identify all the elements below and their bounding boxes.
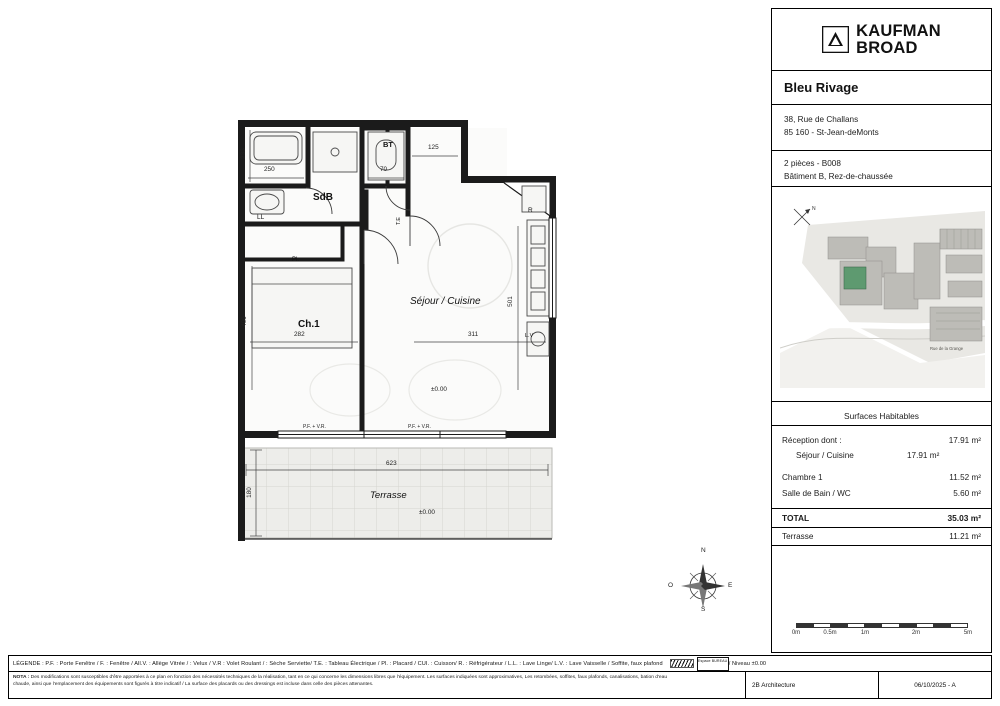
surface-label-reception: Réception dont : bbox=[782, 436, 842, 445]
terrace-value: 11.21 m² bbox=[949, 531, 981, 541]
label-placard: Pl. bbox=[292, 257, 300, 263]
surfaces-total-row bbox=[772, 508, 991, 528]
surface-row-sdb bbox=[782, 486, 981, 501]
info-panel bbox=[771, 8, 992, 653]
legend-line bbox=[9, 656, 991, 672]
brand-logo bbox=[772, 9, 991, 71]
room-label-bt: BT bbox=[383, 140, 393, 149]
surface-value-reception: 17.91 m² bbox=[948, 436, 981, 445]
surface-value-chambre: 11.52 m² bbox=[949, 473, 981, 483]
label-ll: LL bbox=[257, 214, 265, 221]
total-value: 35.03 m² bbox=[947, 512, 981, 523]
dim-ch1-height: 409 bbox=[240, 316, 248, 327]
triangle-logo-icon bbox=[822, 26, 849, 53]
plan-date: 06/10/2025 - A bbox=[878, 671, 991, 699]
dim-hall-width: 125 bbox=[428, 144, 439, 151]
site-map-drawing bbox=[780, 203, 985, 388]
scale-tick-4: 5m bbox=[963, 629, 973, 636]
surface-value-sdb: 5.60 m² bbox=[953, 488, 981, 498]
svg-text:N: N bbox=[812, 206, 816, 212]
dim-terrasse-height: 180 bbox=[245, 487, 253, 498]
surface-row-reception bbox=[782, 433, 981, 448]
dim-sdb-height: 233 bbox=[239, 148, 247, 159]
address-line-1: 38, Rue de Challans bbox=[784, 115, 859, 124]
legend-espace-bureau-box: Espace BUREAU bbox=[697, 657, 729, 671]
label-tableau-electrique: T.E bbox=[395, 217, 402, 225]
total-label: TOTAL bbox=[782, 512, 810, 523]
architect-name: 2B Architecture bbox=[752, 681, 796, 689]
compass-south-label: S bbox=[701, 606, 706, 613]
surfaces-list bbox=[772, 426, 991, 508]
surface-label-sdb: Salle de Bain / WC bbox=[782, 488, 851, 498]
room-label-terrasse: Terrasse bbox=[370, 490, 407, 501]
highlighted-building bbox=[844, 267, 866, 289]
unit-section bbox=[772, 151, 991, 187]
terrace-label: Terrasse bbox=[782, 531, 814, 541]
address-line-2: 85 160 - St-Jean-deMonts bbox=[784, 127, 879, 137]
dim-bt-width: 70 bbox=[380, 166, 388, 173]
label-refrigerateur: R bbox=[528, 207, 533, 214]
surface-row-chambre bbox=[782, 470, 981, 485]
level-terrasse: ±0.00 bbox=[419, 509, 435, 516]
compass-west-label: O bbox=[668, 582, 674, 589]
level-sejour: ±0.00 bbox=[431, 386, 447, 393]
dim-sdb-width: 250 bbox=[264, 166, 275, 173]
nota-label: NOTA : bbox=[13, 675, 30, 680]
address-section bbox=[772, 105, 991, 151]
terrace-row bbox=[772, 528, 991, 546]
floor-plan-drawing bbox=[200, 90, 620, 560]
nota-line-1: Des modifications sont susceptibles d'être apportées à ce plan en fonction des nécessités techniques de la réalisation, tant en ce qui concerne les dimensions libres que l'équipement. Les surfaces indiquées sont approximatives, Les retombées, soffites, faux plafonds, canalisations, bation d'eau bbox=[30, 675, 668, 680]
scale-tick-0: 0m bbox=[791, 629, 801, 636]
room-label-sdb: SdB bbox=[313, 192, 333, 203]
brand-name-line2: BROAD bbox=[856, 38, 918, 57]
unit-line-2: Bâtiment B, Rez-de-chaussée bbox=[784, 171, 893, 181]
hatch-swatch-icon bbox=[670, 659, 694, 668]
unit-line-1: 2 pièces - B008 bbox=[784, 159, 841, 168]
surface-value-sejour: 17.91 m² bbox=[907, 451, 940, 461]
scale-tick-3: 2m bbox=[911, 629, 921, 636]
compass-east-label: E bbox=[728, 582, 733, 589]
room-label-sejour-cuisine: Séjour / Cuisine bbox=[410, 296, 481, 307]
scale-tick-2: 1m bbox=[860, 629, 870, 636]
scale-tick-1: 0.5m bbox=[823, 629, 837, 636]
surface-row-sejour bbox=[782, 448, 981, 463]
nota-line-2: chaude, ainsi que l'emplacement des équipements sont figurés à titre indicatif / La surface des placards ou des dressings est incluse dans celle des pièces attenantes. bbox=[13, 682, 374, 688]
label-lave-vaisselle: L.V bbox=[525, 333, 534, 339]
surfaces-header bbox=[772, 402, 991, 426]
room-label-ch1: Ch.1 bbox=[298, 319, 320, 330]
project-title: Bleu Rivage bbox=[784, 80, 859, 95]
site-map bbox=[772, 187, 991, 402]
compass-north-label: N bbox=[701, 547, 706, 554]
surface-label-sejour: Séjour / Cuisine bbox=[796, 451, 854, 461]
legend-level-text: / Niveau ±0.00 bbox=[728, 660, 767, 667]
dim-sejour-width: 311 bbox=[468, 331, 479, 338]
window-tag-sejour: P.F. + V.R. bbox=[408, 424, 431, 430]
compass-rose bbox=[668, 548, 738, 618]
legend-text: LÉGENDE : P.F. : Porte Fenêtre / F. : Fenêtre / All.V. : Allège Vitrée / : Velux / V.R : Volet Roulant / : Sèche Serviette/ T.E. : Tableau Électrique / Pl. : Placard / CUI. : Cuisson/ R. : Réfrigérateur / L.L. : Lave Linge/ L.V. : Lave Vaisselle / Soffite, faux plafond bbox=[13, 660, 663, 667]
surface-label-chambre: Chambre 1 bbox=[782, 473, 823, 483]
legend-block bbox=[8, 655, 992, 699]
floor-plan bbox=[200, 90, 620, 560]
footer-right bbox=[745, 671, 991, 699]
dim-ch1-width: 282 bbox=[294, 331, 305, 338]
dim-terrasse-width: 623 bbox=[386, 460, 397, 467]
window-tag-ch1: P.F. + V.R. bbox=[303, 424, 326, 430]
project-title-section bbox=[772, 71, 991, 105]
brand-name-line1: KAUFMAN bbox=[856, 21, 941, 40]
svg-text:Rue de la Grange: Rue de la Grange bbox=[930, 346, 964, 351]
surfaces-title: Surfaces Habitables bbox=[844, 411, 919, 421]
dim-sejour-height: 501 bbox=[506, 296, 514, 307]
scale-bar bbox=[791, 623, 973, 640]
